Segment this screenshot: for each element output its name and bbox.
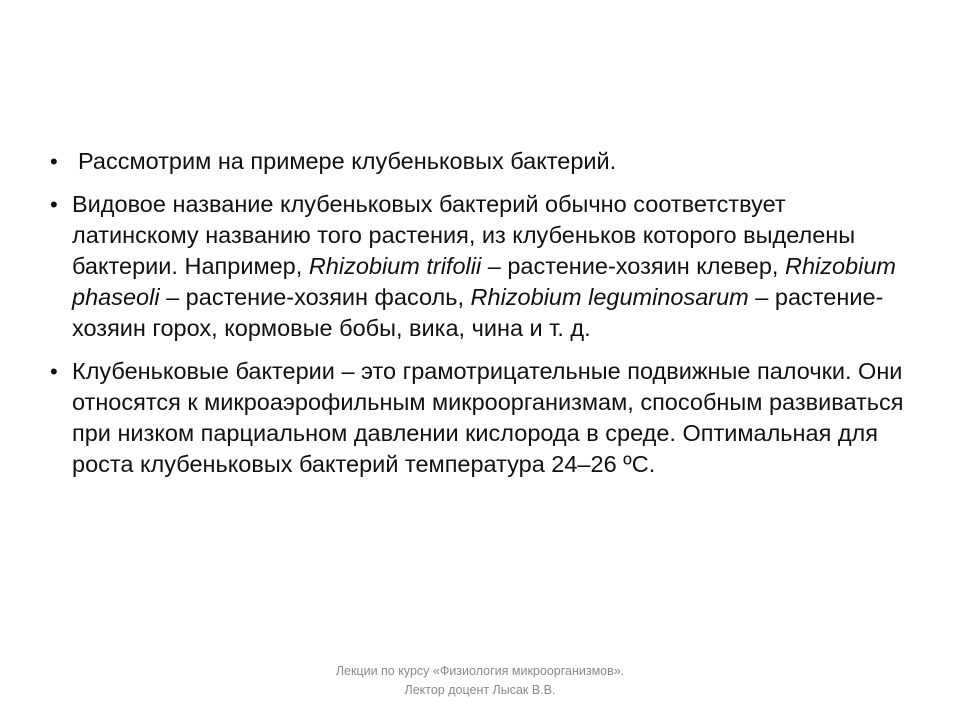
bullet-item [50,146,910,177]
bullet-text-part: – растение-хозяин клевер, [481,253,785,279]
bullet-text-part: Рассмотрим на примере клубеньковых бактерий. [78,148,617,174]
bullet-text [72,358,903,477]
species-name-italic: Rhizobium phaseoli [72,253,896,310]
bullet-dot-icon: • [50,192,58,217]
bullet-text-part: Видовое название клубеньковых бактерий обычно соответствует латинскому названию того растения, из клубеньков которого выделены бактерии. Например, [72,191,856,279]
bullet-text-part: Клубеньковые бактерии – это грамотрицательные подвижные палочки. Они относятся к микроаэрофильным микроорганизмам, способным развиваться при низком парциальном давлении кислорода в среде. Оптимальная для роста клубеньковых бактерий температура 24–26 ºС. [72,358,904,477]
bullet-text [72,191,896,341]
bullet-text-part: – растение-хозяин горох, кормовые бобы, вика, чина и т. д. [72,284,884,341]
bullet-dot-icon: • [50,359,58,384]
species-name-italic: Rhizobium leguminosarum [470,284,749,310]
bullet-item [50,356,910,480]
slide-footer: Лекции по курсу «Физиология микроорганизмов». Лектор доцент Лысак В.В. [335,664,625,697]
bullet-text-part: – растение-хозяин фасоль, [159,284,471,310]
species-name-italic: Rhizobium trifolii [308,253,482,279]
slide-body [50,146,910,492]
bullet-item [50,189,910,344]
bullet-dot-icon: • [50,149,58,174]
bullet-text [72,148,616,174]
